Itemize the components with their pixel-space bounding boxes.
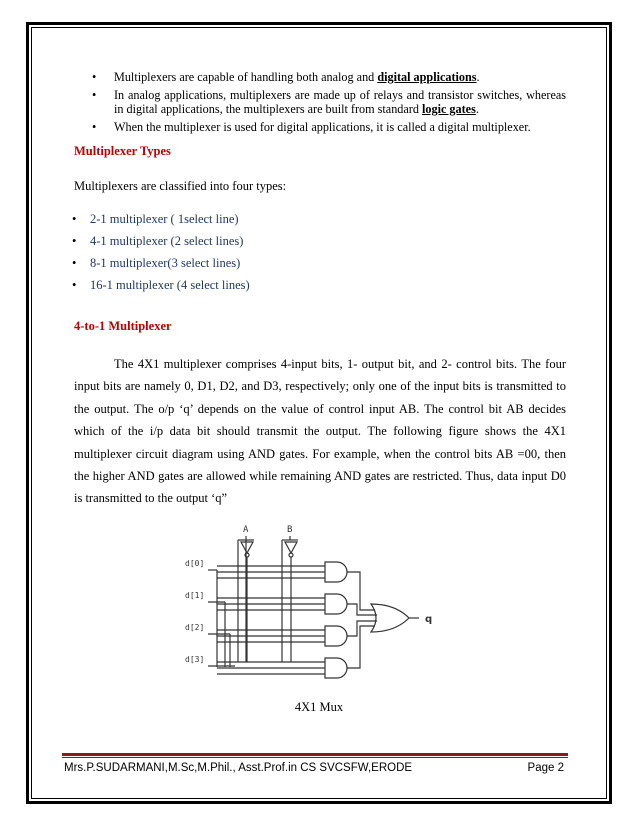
- input-label-d0: d[0]: [185, 559, 205, 568]
- figure-caption: 4X1 Mux: [294, 700, 344, 714]
- inverter-b: [285, 542, 297, 553]
- intro-bullet-list: [74, 70, 566, 134]
- mux-paragraph: The 4X1 multiplexer comprises 4-input bits, 1- output bit, and 2- control bits. The four input bits are namely 0, D1, D2, and D3, respectively; only one of the input bits is transmitted to the output. The o/p ‘q’ depends on the value of control input AB. The control bit AB decides which of the i/p data bit should transmit the output. The following figure shows the 4X1 multiplexer circuit diagram using AND gates. For example, when the control bits AB =00, then the higher AND gates are allowed while remaining AND gates are restricted. Thus, data input D0 is transmitted to the output ‘q”: [74, 357, 566, 506]
- types-heading: Multiplexer Types: [74, 144, 171, 158]
- digital-applications-link[interactable]: digital applications: [377, 70, 477, 84]
- inverter-b-bubble: [289, 553, 293, 557]
- types-list-item: • 8-1 multiplexer(3 select lines): [74, 256, 250, 278]
- footer-rule: [62, 753, 568, 756]
- types-list-item: • 2-1 multiplexer ( 1select line): [74, 212, 250, 234]
- intro-bullet-3: • When the multiplexer is used for digital applications, it is called a digital multiplexer.: [114, 120, 566, 135]
- types-list-item: • 4-1 multiplexer (2 select lines): [74, 234, 250, 256]
- input-label-d1: d[1]: [185, 591, 205, 600]
- and-3-output: [347, 621, 377, 636]
- mux-circuit-diagram: [185, 522, 435, 692]
- types-intro: Multiplexers are classified into four types:: [74, 179, 287, 193]
- and-gate-3: [325, 626, 347, 646]
- intro-bullet-2: • In analog applications, multiplexers are made up of relays and transistor switches, whereas in digital applications, the multiplexers are built from standard logic gates.: [114, 88, 566, 117]
- or-gate: [371, 604, 409, 632]
- input-label-d2: d[2]: [185, 623, 205, 632]
- output-label-q: q: [425, 614, 433, 625]
- and-gate-4: [325, 658, 347, 678]
- and-gate-1: [325, 562, 347, 582]
- types-list-item: • 16-1 multiplexer (4 select lines): [74, 278, 250, 300]
- footer-page-number: Page 2: [527, 762, 564, 774]
- intro-bullet-1: • Multiplexers are capable of handling both analog and digital applications.: [114, 70, 566, 85]
- mux-heading: 4-to-1 Multiplexer: [74, 319, 172, 333]
- footer-author: Mrs.P.SUDARMANI,M.Sc,M.Phil., Asst.Prof.in CS SVCSFW,ERODE: [64, 762, 413, 774]
- label-a: A: [243, 525, 249, 535]
- and-gate-2: [325, 594, 347, 614]
- logic-gates-link[interactable]: logic gates: [422, 102, 476, 116]
- label-b: B: [287, 525, 293, 535]
- inverter-a: [241, 542, 253, 553]
- input-label-d3: d[3]: [185, 655, 205, 664]
- types-list: [74, 212, 250, 300]
- footer-rule-thin: [62, 757, 568, 758]
- page-content: [74, 70, 566, 506]
